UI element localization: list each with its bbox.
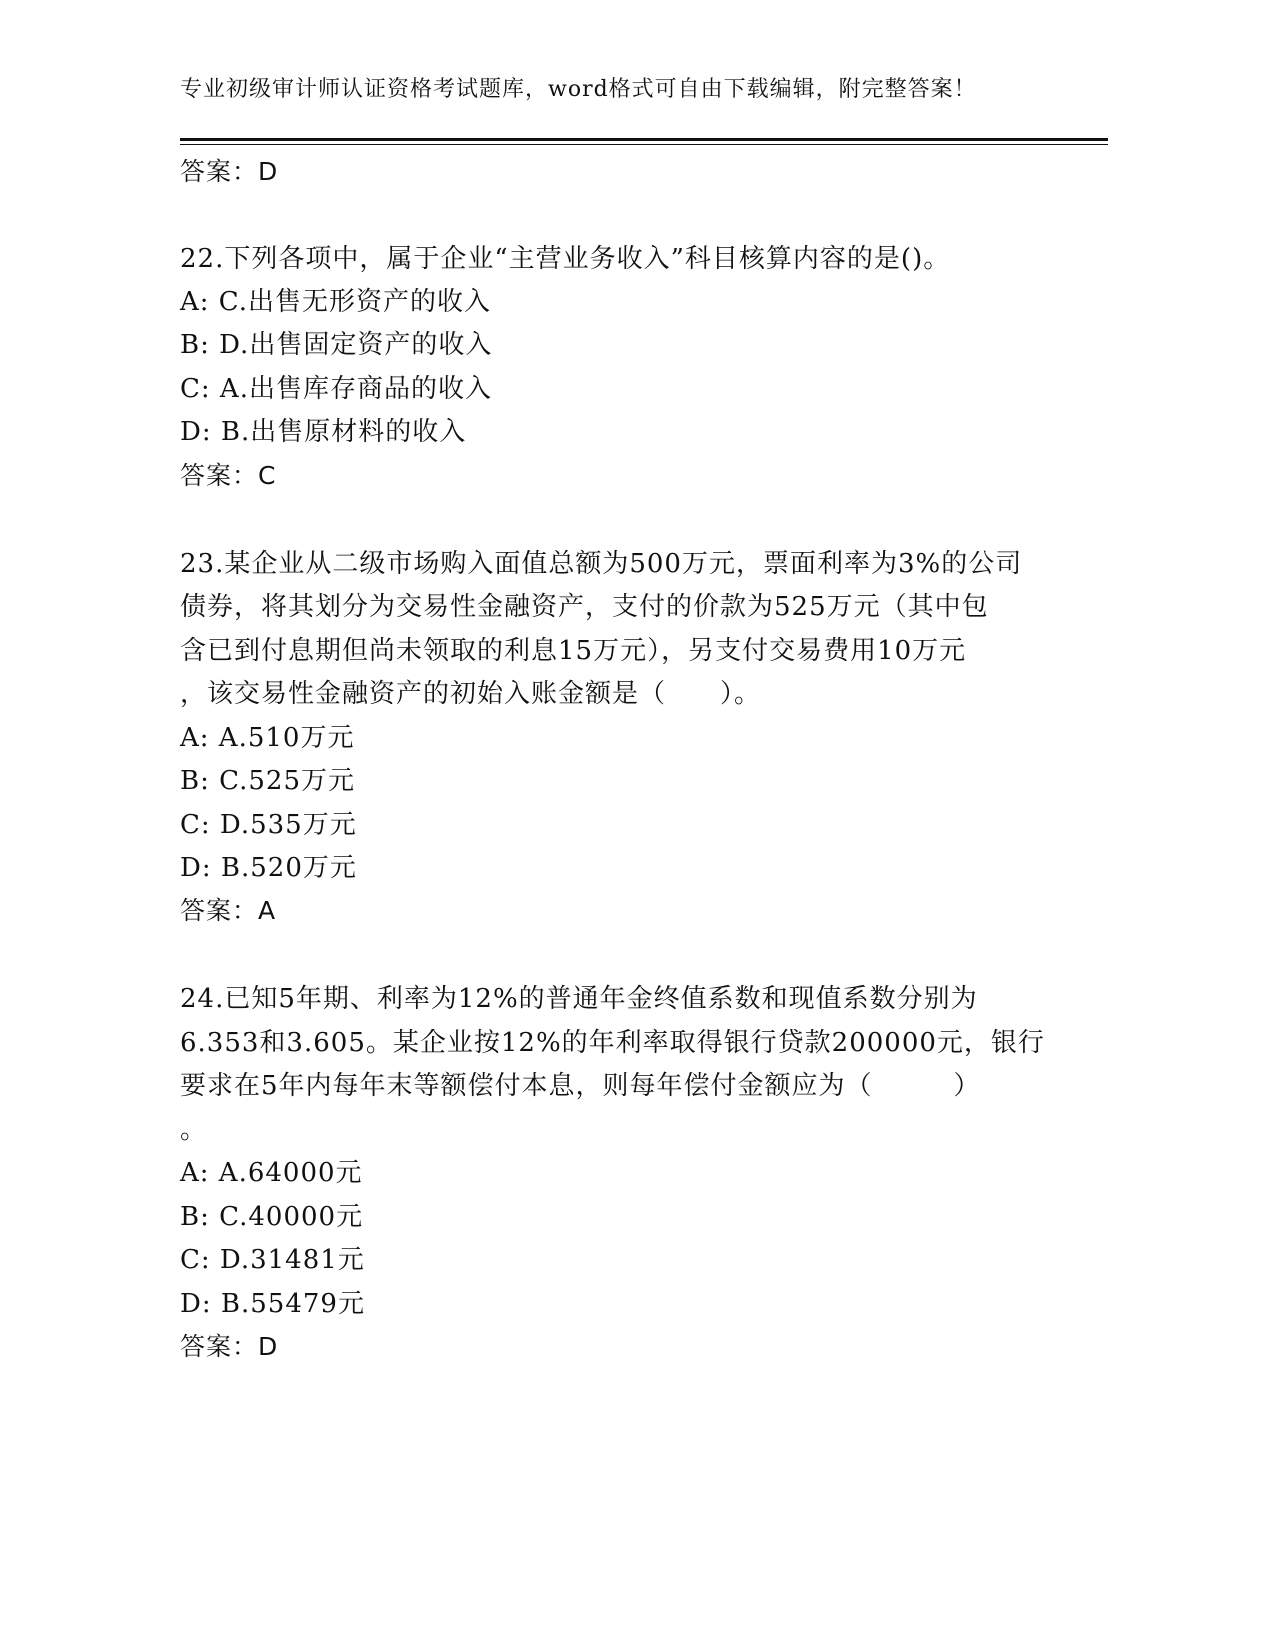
q22-stem: 22.下列各项中，属于企业“主营业务收入”科目核算内容的是()。 xyxy=(180,244,951,274)
q24-option-a: A: A.64000元 xyxy=(180,1158,363,1188)
q23-option-b: B: C.525万元 xyxy=(180,766,355,796)
q23-stem-line-2: 债券，将其划分为交易性金融资产，支付的价款为525万元（其中包 xyxy=(180,592,989,622)
header-rule-thin xyxy=(180,144,1108,145)
q24-answer: 答案：D xyxy=(180,1332,279,1361)
q23-stem-line-3: 含已到付息期但尚未领取的利息15万元），另支付交易费用10万元 xyxy=(180,636,967,666)
q23-option-c: C: D.535万元 xyxy=(180,810,357,840)
q23-option-d: D: B.520万元 xyxy=(180,853,357,883)
q22-option-a: A: C.出售无形资产的收入 xyxy=(180,287,492,317)
q24-stem-line-2: 6.353和3.605。某企业按12%的年利率取得银行贷款200000元，银行 xyxy=(180,1028,1045,1058)
q24-option-c: C: D.31481元 xyxy=(180,1245,365,1275)
q23-answer: 答案：A xyxy=(180,896,277,925)
q24-option-b: B: C.40000元 xyxy=(180,1202,364,1232)
answer-prev: 答案：D xyxy=(180,157,279,186)
q22-option-b: B: D.出售固定资产的收入 xyxy=(180,330,493,360)
header-rule-thick xyxy=(180,138,1108,141)
q23-stem-line-1: 23.某企业从二级市场购入面值总额为500万元，票面利率为3%的公司 xyxy=(180,549,1023,579)
q22-option-c: C: A.出售库存商品的收入 xyxy=(180,374,492,404)
q22-option-d: D: B.出售原材料的收入 xyxy=(180,417,467,447)
q24-option-d: D: B.55479元 xyxy=(180,1289,365,1319)
q23-stem-line-4: ，该交易性金融资产的初始入账金额是（ ）。 xyxy=(180,679,762,709)
q24-stem-line-3: 要求在5年内每年末等额偿付本息，则每年偿付金额应为（ ） xyxy=(180,1071,981,1101)
page-header: 专业初级审计师认证资格考试题库，word格式可自由下载编辑，附完整答案！ xyxy=(180,77,977,102)
q23-option-a: A: A.510万元 xyxy=(180,723,355,753)
q24-stem-line-4: 。 xyxy=(180,1115,208,1145)
q24-stem-line-1: 24.已知5年期、利率为12%的普通年金终值系数和现值系数分别为 xyxy=(180,984,978,1014)
q22-answer: 答案：C xyxy=(180,461,277,490)
